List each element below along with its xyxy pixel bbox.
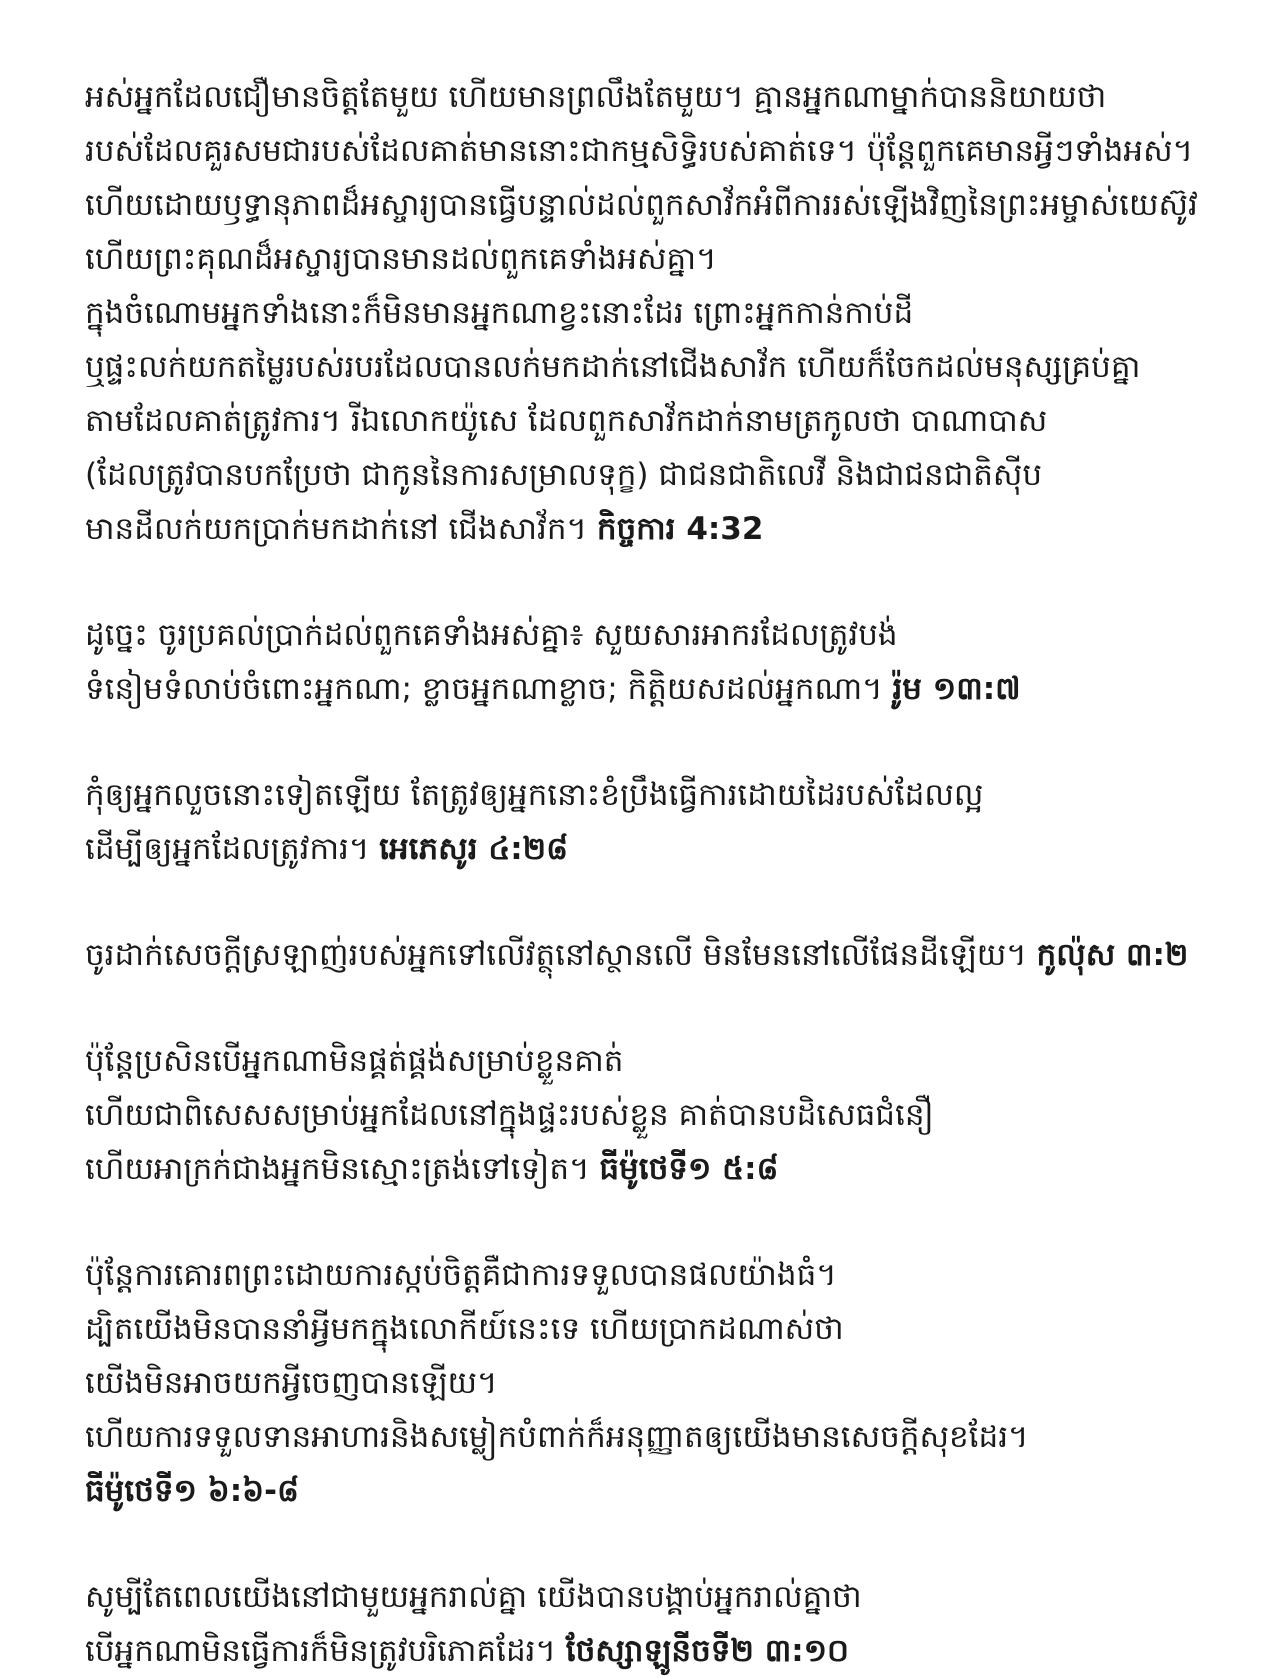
- passage-romans: [85, 608, 1245, 716]
- passage-colossians: [85, 928, 1245, 982]
- verse-reference: អេភេសូរ ៤:២៨: [379, 831, 569, 867]
- passage-ephesians: [85, 768, 1245, 876]
- passage-2-thessalonians: [85, 1570, 1245, 1678]
- passage-1-timothy-6: [85, 1248, 1245, 1518]
- verse-line: ក្នុងចំណោមអ្នកទាំងនោះក៏មិនមានអ្នកណាខ្វះនោះដែរ ព្រោះអ្នកកាន់កាប់ដី: [85, 295, 914, 331]
- verse-text: ហើយអាក្រក់ជាងអ្នកមិនស្មោះត្រង់ទៅទៀត។: [85, 1151, 590, 1187]
- verse-line-with-reference: [85, 662, 1245, 716]
- verse-text: បើអ្នកណាមិនធ្វើការក៏មិនត្រូវបរិភោគដែរ។: [85, 1633, 556, 1669]
- verse-line: ដូច្នេះ ចូរប្រគល់ប្រាក់ដល់ពួកគេទាំងអស់គ្នា៖ សួយសារអាករដែលត្រូវបង់: [85, 617, 898, 653]
- verse-line: កុំឲ្យអ្នកលួចនោះទៀតឡើយ តែត្រូវឲ្យអ្នកនោះខំប្រឹងធ្វើការដោយដៃរបស់ដែលល្អ: [85, 777, 984, 813]
- verse-line: យើងមិនអាចយកអ្វីចេញបានឡើយ។: [85, 1365, 498, 1401]
- verse-line: សូម្បីតែពេលយើងនៅជាមួយអ្នករាល់គ្នា យើងបានបង្គាប់អ្នករាល់គ្នាថា: [85, 1579, 862, 1615]
- verse-line: (ដែលត្រូវបានបកប្រែថា ជាកូននៃការសម្រាលទុក្ខ) ជាជនជាតិលេវី និងជាជនជាតិស៊ីប: [85, 457, 1043, 493]
- verse-reference: ធីម៉ូថេទី១ ៦:៦-៨: [85, 1473, 299, 1509]
- verse-line-with-reference: [85, 822, 1245, 876]
- verse-line-with-reference: [85, 1624, 1245, 1678]
- verse-line: ដ្បិតយើងមិនបាននាំអ្វីមកក្នុងលោកីយ៍នេះទេ ហើយប្រាកដណាស់ថា: [85, 1311, 844, 1347]
- paragraph-gap: [85, 982, 1245, 1034]
- verse-line: ហើយជាពិសេសសម្រាប់អ្នកដែលនៅក្នុងផ្ទះរបស់ខ្លួន គាត់បានបដិសេធជំនឿ: [85, 1097, 934, 1133]
- verse-text: មានដីលក់យកប្រាក់មកដាក់នៅ ជើងសាវ័ក។: [85, 511, 587, 547]
- paragraph-gap: [85, 556, 1245, 608]
- passage-1-timothy-5: [85, 1034, 1245, 1196]
- passage-acts: [85, 70, 1245, 556]
- verse-line: ប៉ុន្តែការគោរពព្រះដោយការស្កប់ចិត្តគឺជាការទទួលបានផលយ៉ាងធំ។: [85, 1257, 837, 1293]
- paragraph-gap: [85, 876, 1245, 928]
- verse-text: ទំនៀមទំលាប់ចំពោះអ្នកណា; ខ្លាចអ្នកណាខ្លាច; កិត្តិយសដល់អ្នកណា។: [85, 671, 883, 707]
- verse-line: តាមដែលគាត់ត្រូវការ។ រីឯលោកយ៉ូសេ ដែលពួកសាវ័កដាក់នាមត្រកូលថា បាណាបាស: [85, 403, 1048, 439]
- paragraph-gap: [85, 716, 1245, 768]
- paragraph-gap: [85, 1196, 1245, 1248]
- verse-text: ចូរដាក់សេចក្តីស្រឡាញ់របស់អ្នកទៅលើវត្ថុនៅស្ថានលើ មិនមែននៅលើផែនដីឡើយ។: [85, 937, 1027, 973]
- verse-text: ដើម្បីឲ្យអ្នកដែលត្រូវការ។: [85, 831, 370, 867]
- verse-line-with-reference: [85, 502, 1245, 556]
- verse-line: ហើយការទទួលទានអាហារនិងសម្លៀកបំពាក់ក៏អនុញ្ញាតឲ្យយើងមានសេចក្តីសុខដែរ។: [85, 1419, 1029, 1455]
- verse-line: អស់អ្នកដែលជឿមានចិត្តតែមួយ ហើយមានព្រលឹងតែមួយ។ គ្មានអ្នកណាម្នាក់បាននិយាយថា: [85, 79, 1107, 115]
- verse-line: ហើយដោយឫទ្ធានុភាពដ៏អស្ចារ្យបានធ្វើបន្ទាល់ដល់ពួកសាវ័កអំពីការរស់ឡើងវិញនៃព្រះអម្ចាស់យេស៊ូវ: [85, 187, 1198, 223]
- verse-line: ឬផ្ទះលក់យកតម្លៃរបស់របរដែលបានលក់មកដាក់នៅជើងសាវ័ក ហើយក៏ចែកដល់មនុស្សគ្រប់គ្នា: [85, 349, 1141, 385]
- verse-line: របស់ដែលគួរសមជារបស់ដែលគាត់មាននោះជាកម្មសិទ្ធិរបស់គាត់ទេ។ ប៉ុន្តែពួកគេមានអ្វីៗទាំងអស់។: [85, 133, 1194, 169]
- verse-reference: ថែស្សាឡូនីចទី២ ៣:១០: [565, 1633, 850, 1669]
- verse-reference: កូល៉ុស ៣:២: [1036, 937, 1189, 973]
- paragraph-gap: [85, 1518, 1245, 1570]
- verse-line: ប៉ុន្តែប្រសិនបើអ្នកណាមិនផ្គត់ផ្គង់សម្រាប់ខ្លួនគាត់: [85, 1043, 624, 1079]
- verse-line-with-reference: [85, 928, 1245, 982]
- verse-reference: កិច្ចការ 4:32: [596, 511, 764, 547]
- document-page: [85, 70, 1245, 1678]
- verse-reference: ធីម៉ូថេទី១ ៥:៨: [599, 1151, 779, 1187]
- verse-line-with-reference: [85, 1142, 1245, 1196]
- verse-line: ហើយព្រះគុណដ៏អស្ចារ្យបានមានដល់ពួកគេទាំងអស់គ្នា។: [85, 241, 717, 277]
- verse-reference: រ៉ូម ១៣:៧: [892, 671, 1021, 707]
